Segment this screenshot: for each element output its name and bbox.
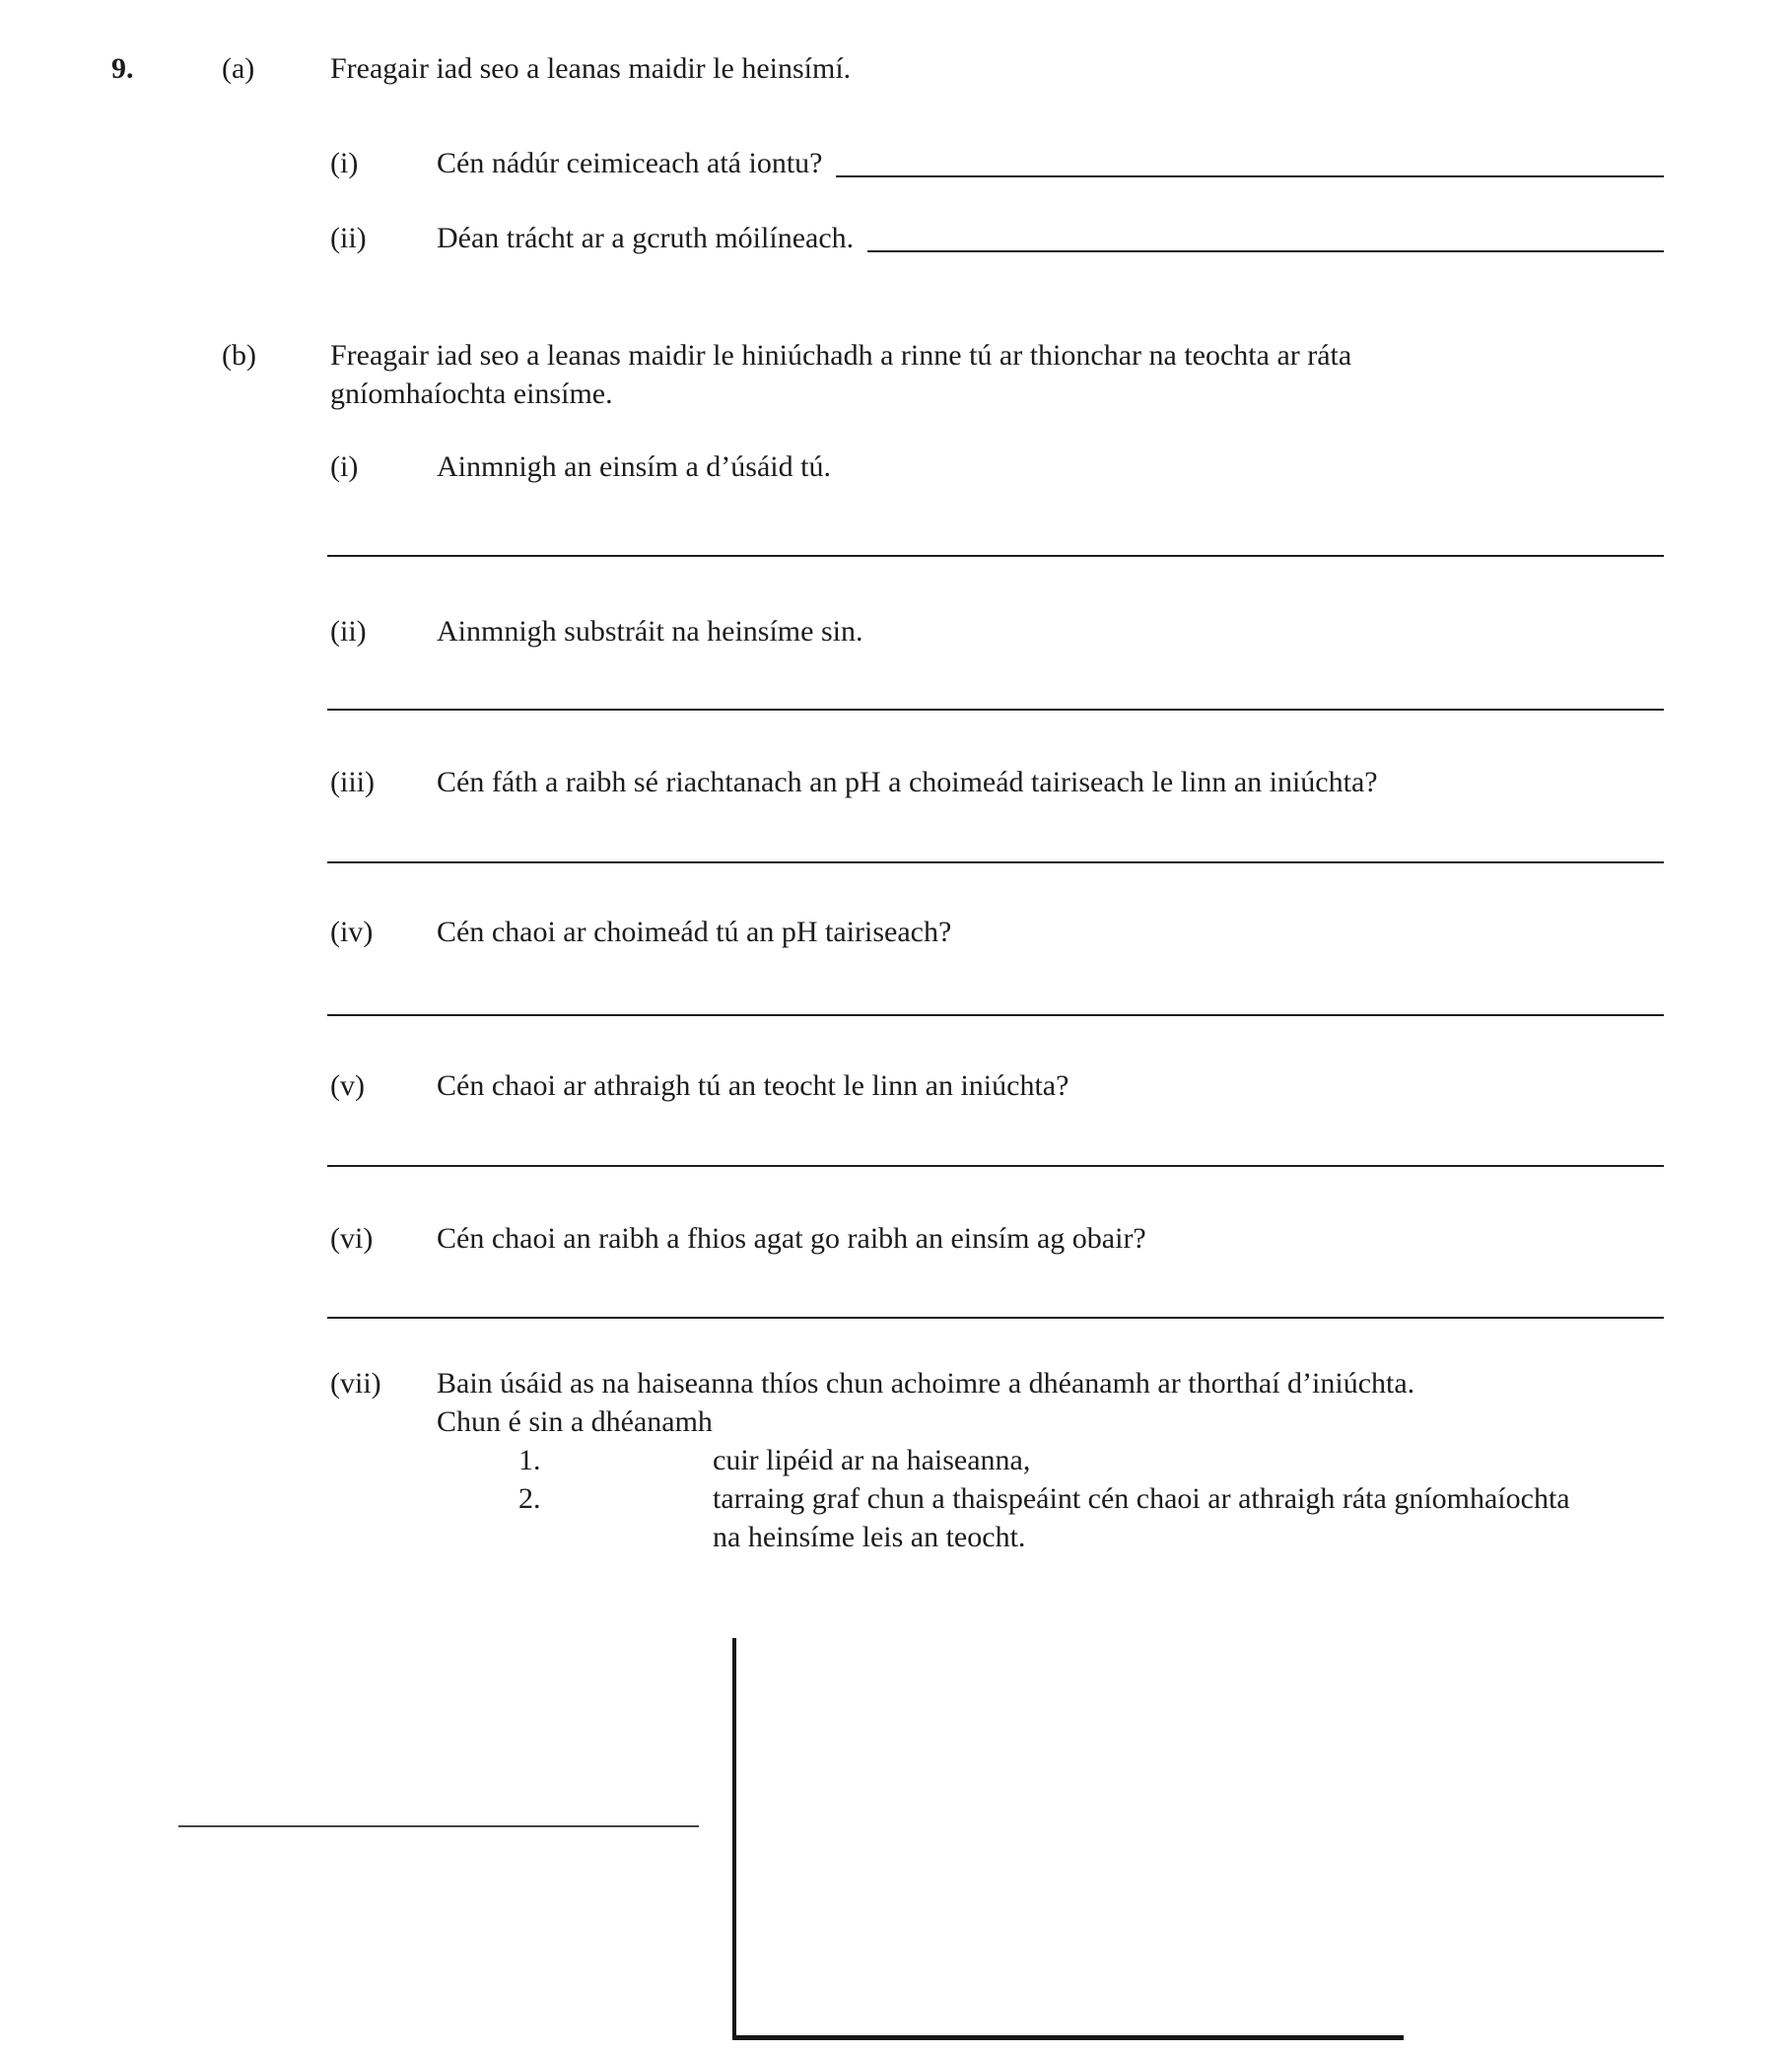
item-text: Ainmnigh substráit na heinsíme sin. [437,615,863,648]
item-text: Cén nádúr ceimiceach atá iontu? [437,147,823,179]
part-b-label: (b) [222,339,256,372]
item-numeral: (v) [330,1069,365,1102]
part-b-item-i [330,447,1664,486]
answer-line[interactable] [867,219,1664,252]
answer-line[interactable] [836,144,1664,177]
item-numeral: (vi) [330,1222,374,1255]
answer-line[interactable] [327,861,1664,863]
y-axis-label-blank-line[interactable] [178,1825,699,1827]
item-vii-content [437,1364,1570,1556]
part-b-item-iv [330,913,1664,951]
item-numeral: (ii) [330,615,367,648]
step-1-line-1: cuir lipéid ar na haiseanna, [713,1444,1031,1476]
step-2-line-1: tarraing graf chun a thaispeáint cén chaoi ar athraigh ráta gníomhaíochta [713,1482,1570,1515]
graph-y-axis [732,1638,736,2040]
item-text: Cén chaoi ar athraigh tú an teocht le linn an iniúchta? [437,1069,1069,1102]
item-numeral: (iii) [330,766,375,798]
step-text [713,1479,1570,1556]
step-text [713,1441,1030,1479]
answer-line[interactable] [327,1014,1664,1016]
part-a-item-i [330,144,1664,182]
answer-line[interactable] [327,709,1664,711]
item-vii-line-2: Chun é sin a dhéanamh [437,1405,713,1438]
part-b-item-iii [330,763,1664,801]
part-a-prompt: Freagair iad seo a leanas maidir le heinsímí. [330,52,852,85]
step-number: 1. [518,1444,541,1476]
part-b-item-vi [330,1219,1664,1258]
item-text: Déan trácht ar a gcruth móilíneach. [437,222,855,254]
part-b-prompt-line-1: Freagair iad seo a leanas maidir le hiniúchadh a rinne tú ar thionchar na teochta ar ráta [330,339,1352,372]
step-2-line-2: na heinsíme leis an teocht. [713,1521,1026,1553]
part-b-item-ii [330,612,1664,650]
item-text: Ainmnigh an einsím a d’úsáid tú. [437,450,831,483]
answer-line[interactable] [327,1165,1664,1167]
item-numeral: (vii) [330,1367,381,1400]
item-numeral: (i) [330,147,359,179]
item-numeral: (iv) [330,916,374,948]
item-text: Cén chaoi ar choimeád tú an pH tairiseach? [437,916,952,948]
item-numeral: (i) [330,450,359,483]
question-number: 9. [111,52,134,85]
instruction-step-2 [518,1479,1570,1556]
part-b-header [222,336,1664,413]
part-b-prompt [330,336,1351,413]
item-text: Cén fáth a raibh sé riachtanach an pH a choimeád tairiseach le linn an iniúchta? [437,766,1378,798]
instruction-step-1 [518,1441,1570,1479]
item-vii-line-1: Bain úsáid as na haiseanna thíos chun achoimre a dhéanamh ar thorthaí d’iniúchta. [437,1367,1415,1400]
part-a-label: (a) [222,52,255,85]
part-a-item-ii [330,219,1664,257]
graph-x-axis [732,2035,1404,2040]
item-text: Cén chaoi an raibh a fhios agat go raibh an einsím ag obair? [437,1222,1146,1255]
answer-line[interactable] [327,1317,1664,1319]
step-number: 2. [518,1482,541,1515]
question-9-header [111,49,1664,88]
part-b-item-v [330,1066,1664,1105]
part-b-item-vii [330,1364,1690,1556]
item-numeral: (ii) [330,222,367,254]
answer-line[interactable] [327,555,1664,557]
part-b-prompt-line-2: gníomhaíochta einsíme. [330,377,613,410]
